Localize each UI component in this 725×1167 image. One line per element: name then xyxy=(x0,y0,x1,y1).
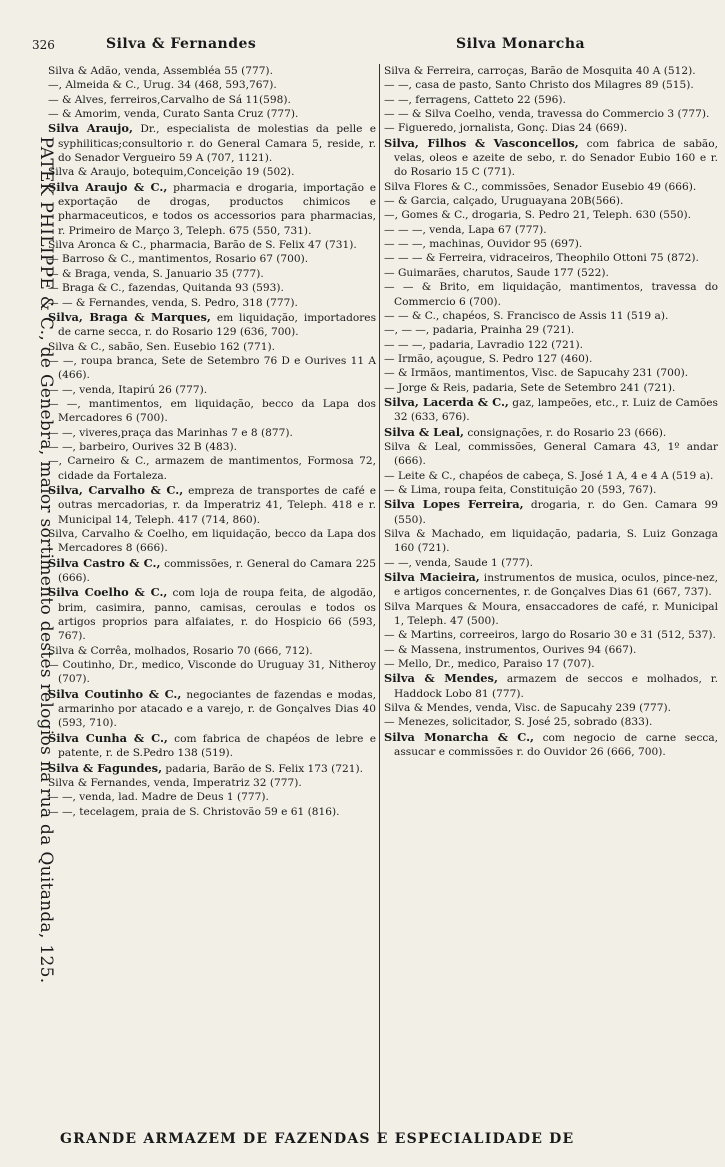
entry-firm-name: Silva Castro & C., xyxy=(48,555,161,570)
directory-entry xyxy=(384,469,718,483)
directory-entry xyxy=(384,701,718,715)
directory-entry xyxy=(384,556,718,570)
directory-entry xyxy=(48,440,376,454)
page-number: 326 xyxy=(32,38,55,52)
directory-entry xyxy=(384,237,718,251)
entry-firm-name: Silva Coelho & C., xyxy=(48,585,168,600)
entry-text: gaz, lampeões, etc., r. Luiz de Camões 32 (633, 676). xyxy=(394,396,718,424)
directory-entry xyxy=(384,381,718,395)
directory-entry xyxy=(384,78,718,92)
directory-entry xyxy=(48,556,376,586)
entry-firm-name: Silva, Carvalho & C., xyxy=(48,482,184,497)
directory-entry xyxy=(48,805,376,819)
directory-entry xyxy=(384,309,718,323)
directory-entry xyxy=(384,730,718,760)
directory-entry xyxy=(48,93,376,107)
header-left-title: Silva & Fernandes xyxy=(106,36,257,52)
entry-text: — Figueredo, jornalista, Gonç. Dias 24 (669). xyxy=(384,122,628,135)
entry-text: — —, venda, Saude 1 (777). xyxy=(384,556,533,569)
entry-text: Silva Aronca & C., pharmacia, Barão de S. Felix 47 (731). xyxy=(48,239,357,252)
entry-text: —, Carneiro & C., armazem de mantimentos, Formosa 72, cidade da Fortaleza. xyxy=(48,455,376,482)
entry-text: — —, casa de pasto, Santo Christo dos Milagres 89 (515). xyxy=(384,79,694,92)
entry-firm-name: Silva Araujo, xyxy=(48,121,133,136)
directory-entry xyxy=(384,628,718,642)
directory-entry xyxy=(48,180,376,238)
directory-entry xyxy=(48,165,376,179)
entry-text: —, Almeida & C., Urug. 34 (468, 593,767). xyxy=(48,79,277,92)
directory-entry xyxy=(384,527,718,556)
directory-entry xyxy=(384,643,718,657)
entry-text: — & Garcia, calçado, Uruguayana 20B(566). xyxy=(384,195,624,208)
entry-text: armazem de seccos e molhados, r. Haddock Lobo 81 (777). xyxy=(394,673,718,700)
entry-firm-name: Silva, Filhos & Vasconcellos, xyxy=(384,135,579,150)
entry-text: Silva & Adão, venda, Assembléa 55 (777). xyxy=(48,65,273,77)
entry-firm-name: Silva Cunha & C., xyxy=(48,730,168,745)
entry-text: — Irmão, açougue, S. Pedro 127 (460). xyxy=(384,352,593,365)
entry-text: padaria, Barão de S. Felix 173 (721). xyxy=(162,762,363,775)
entry-text: — —, roupa branca, Sete de Setembro 76 D e Ourives 11 A (466). xyxy=(48,354,376,382)
entry-text: — Jorge & Reis, padaria, Sete de Setembro 241 (721). xyxy=(384,381,676,394)
entry-firm-name: Silva & Mendes, xyxy=(384,671,498,686)
entry-text: — — & Fernandes, venda, S. Pedro, 318 (777). xyxy=(48,296,298,309)
entry-firm-name: Silva Macieira, xyxy=(384,570,480,585)
entry-text: — Guimarães, charutos, Saude 177 (522). xyxy=(384,266,609,279)
directory-entry xyxy=(384,194,718,208)
entry-firm-name: Silva Coutinho & C., xyxy=(48,686,182,701)
directory-entry xyxy=(384,483,718,497)
entry-firm-name: Silva Monarcha & C., xyxy=(384,729,535,744)
entry-text: — — —, venda, Lapa 67 (777). xyxy=(384,223,547,236)
directory-entry xyxy=(48,658,376,687)
directory-entry xyxy=(384,352,718,366)
directory-entry xyxy=(48,426,376,440)
entry-text: — & Lima, roupa feita, Constituição 20 (593, 767). xyxy=(384,483,657,496)
directory-entry xyxy=(48,78,376,92)
entry-text: com loja de roupa feita, de algodão, brim, casimira, panno, camisas, ceroulas e todos os artigos proprios para alfaiates, r. do Hospicio 66 (593, 767). xyxy=(58,587,376,643)
footer-advert: GRANDE ARMAZEM DE FAZENDAS E ESPECIALIDADE DE xyxy=(60,1131,575,1147)
directory-entry xyxy=(48,121,376,165)
directory-entry xyxy=(384,121,718,135)
directory-entry xyxy=(48,281,376,295)
entry-text: Silva & Corrêa, molhados, Rosario 70 (666, 712). xyxy=(48,644,313,657)
entry-text: — —, venda, Itapirú 26 (777). xyxy=(48,383,208,396)
directory-entry xyxy=(48,354,376,383)
directory-entry xyxy=(48,383,376,397)
directory-entry xyxy=(384,323,718,337)
entry-text: — —, tecelagem, praia de S. Christovão 59 e 61 (816). xyxy=(48,805,340,818)
directory-entry xyxy=(48,585,376,643)
entry-text: —, Gomes & C., drogaria, S. Pedro 21, Teleph. 630 (550). xyxy=(384,209,692,222)
directory-entry xyxy=(48,397,376,426)
directory-entry xyxy=(48,776,376,790)
directory-entry xyxy=(384,208,718,222)
entry-text: Silva & Mendes, venda, Visc. de Sapucahy 239 (777). xyxy=(384,702,671,715)
entry-text: Silva Marques & Moura, ensaccadores de café, r. Municipal 1, Teleph. 47 (500). xyxy=(384,600,718,628)
directory-entry xyxy=(48,296,376,310)
entry-text: — — — & Ferreira, vidraceiros, Theophilo Ottoni 75 (872). xyxy=(384,252,699,265)
directory-entry xyxy=(384,136,718,180)
directory-entry xyxy=(384,223,718,237)
entry-text: com fabrica de sabão, velas, oleos e azeite de sebo, r. do Senador Eubio 160 e r. do Rosario 15 C (771). xyxy=(394,137,718,179)
directory-entry xyxy=(384,440,718,469)
entry-text: Silva & Araujo, botequim,Conceição 19 (502). xyxy=(48,166,295,179)
entry-text: — Coutinho, Dr., medico, Visconde do Uruguay 31, Nitheroy (707). xyxy=(48,659,376,686)
header-right-title: Silva Monarcha xyxy=(456,36,586,52)
entry-firm-name: Silva & Fagundes, xyxy=(48,760,163,775)
entry-text: com negocio de carne secca, assucar e commissões r. do Ouvidor 26 (666, 700). xyxy=(394,731,719,759)
directory-entry xyxy=(48,252,376,266)
entry-text: Silva Flores & C., commissões, Senador Eusebio 49 (666). xyxy=(384,180,697,193)
entry-text: Silva & Leal, commissões, General Camara 43, 1º andar (666). xyxy=(384,440,718,468)
directory-entry xyxy=(48,790,376,804)
entry-text: Silva, Carvalho & Coelho, em liquidação, becco da Lapa dos Mercadores 8 (666). xyxy=(48,528,376,555)
column-divider xyxy=(379,64,380,1134)
entry-text: com fabrica de chapéos de lebre e patente, r. de S.Pedro 138 (519). xyxy=(58,732,376,760)
directory-entry xyxy=(384,395,718,425)
directory-entry xyxy=(384,570,718,600)
directory-entry xyxy=(384,715,718,729)
directory-entry xyxy=(384,266,718,280)
directory-entry xyxy=(384,671,718,701)
entry-text: — —, barbeiro, Ourives 32 B (483). xyxy=(48,440,237,453)
entry-text: — —, venda, lad. Madre de Deus 1 (777). xyxy=(48,791,269,804)
entry-text: — & Massena, instrumentos, Ourives 94 (667). xyxy=(384,643,637,656)
directory-entry xyxy=(48,644,376,658)
directory-entry xyxy=(48,64,376,78)
directory-entry xyxy=(384,107,718,121)
entry-text: negociantes de fazendas e modas, armarinho por atacado e a varejo, r. de Gonçalves Dias 40 (593, 710). xyxy=(58,688,376,730)
entry-text: — Barroso & C., mantimentos, Rosario 67 (700). xyxy=(48,253,309,266)
entry-text: Silva & Machado, em liquidação, padaria, S. Luiz Gonzaga 160 (721). xyxy=(384,528,718,555)
entry-text: Silva & C., sabão, Sen. Eusebio 162 (771). xyxy=(48,340,275,353)
directory-entry xyxy=(384,338,718,352)
directory-entry xyxy=(48,761,376,776)
entry-text: — —, ferragens, Catteto 22 (596). xyxy=(384,93,566,106)
entry-text: drogaria, r. do Gen. Camara 99 (550). xyxy=(394,499,718,526)
directory-entry xyxy=(48,483,376,527)
directory-entry xyxy=(48,238,376,252)
entry-firm-name: Silva Lopes Ferreira, xyxy=(384,497,524,512)
entry-text: Dr., especialista de molestias da pelle e syphiliticas;consultorio r. do General Camara 5, reside, r. do Senador Vergueiro 59 A (707, 1121). xyxy=(58,123,377,165)
entry-text: — Menezes, solicitador, S. José 25, sobrado (833). xyxy=(384,716,653,729)
directory-entry xyxy=(384,366,718,380)
directory-entry xyxy=(48,687,376,731)
directory-entry xyxy=(48,454,376,483)
entry-firm-name: Silva, Lacerda & C., xyxy=(384,394,509,409)
entry-text: —, — —, padaria, Prainha 29 (721). xyxy=(384,324,575,337)
entry-text: — & Irmãos, mantimentos, Visc. de Sapucahy 231 (700). xyxy=(384,367,689,380)
entry-text: — — & C., chapéos, S. Francisco de Assis 11 (519 a). xyxy=(384,309,669,322)
entry-text: Silva & Fernandes, venda, Imperatriz 32 (777). xyxy=(48,776,302,789)
entry-text: — — & Brito, em liquidação, mantimentos, travessa do Commercio 6 (700). xyxy=(384,281,718,308)
running-header xyxy=(28,36,715,58)
directory-entry xyxy=(384,93,718,107)
entry-text: — — & Silva Coelho, venda, travessa do Commercio 3 (777). xyxy=(384,108,710,121)
left-column xyxy=(48,64,376,819)
directory-entry xyxy=(384,657,718,671)
directory-entry xyxy=(48,340,376,354)
directory-entry xyxy=(384,600,718,629)
entry-text: — & Martins, correeiros, largo do Rosario 30 e 31 (512, 537). xyxy=(384,629,716,642)
directory-entry xyxy=(384,497,718,527)
directory-entry xyxy=(48,527,376,556)
entry-text: — Braga & C., fazendas, Quitanda 93 (593). xyxy=(48,282,284,295)
entry-text: Silva & Ferreira, carroças, Barão de Mosquita 40 A (512). xyxy=(384,65,696,77)
entry-text: — — —, padaria, Lavradio 122 (721). xyxy=(384,338,584,351)
directory-entry xyxy=(48,267,376,281)
entry-text: — & Amorim, venda, Curato Santa Cruz (777). xyxy=(48,108,299,121)
entry-text: — & Alves, ferreiros,Carvalho de Sá 11(598). xyxy=(48,93,291,106)
entry-text: commissões, r. General do Camara 225 (666). xyxy=(58,557,376,585)
directory-entry xyxy=(48,107,376,121)
right-column xyxy=(384,64,718,760)
directory-entry xyxy=(384,180,718,194)
directory-entry xyxy=(48,310,376,340)
entry-text: — —, viveres,praça das Marinhas 7 e 8 (877). xyxy=(48,426,293,439)
directory-entry xyxy=(48,731,376,761)
entry-firm-name: Silva & Leal, xyxy=(384,424,465,439)
entry-text: — —, mantimentos, em liquidação, becco da Lapa dos Mercadores 6 (700). xyxy=(48,397,376,425)
entry-text: — — —, machinas, Ouvidor 95 (697). xyxy=(384,238,583,251)
entry-text: empreza de transportes de café e outras mercadorias, r. da Imperatriz 41, Teleph. 418 e r. Municipal 14, Teleph. 417 (714, 860). xyxy=(58,484,376,526)
side-advert-text: PATEK PHILIPPE & C., de Genebra, maior sortimento destes relogios na rua da Quitanda, 125. xyxy=(36,136,56,984)
directory-entry xyxy=(384,425,718,440)
entry-text: consignações, r. do Rosario 23 (666). xyxy=(464,426,667,439)
entry-text: em liquidação, importadores de carne secca, r. do Rosario 129 (636, 700). xyxy=(58,311,376,339)
entry-text: — Mello, Dr., medico, Paraiso 17 (707). xyxy=(384,658,595,671)
entry-text: instrumentos de musica, oculos, pince-nez, e artigos concernentes, r. de Gonçalves Dias 61 (667, 737). xyxy=(394,572,718,599)
entry-text: — Leite & C., chapéos de cabeça, S. José 1 A, 4 e 4 A (519 a). xyxy=(384,469,714,482)
entry-text: pharmacia e drogaria, importação e exportação de drogas, productos chimicos e pharmaceuticos, e todos os accessorios para pharmacias, r. Primeiro de Março 3, Teleph. 675 (550, 731). xyxy=(58,181,376,237)
directory-entry xyxy=(384,251,718,265)
directory-entry xyxy=(384,64,718,78)
entry-firm-name: Silva Araujo & C., xyxy=(48,179,168,194)
entry-firm-name: Silva, Braga & Marques, xyxy=(48,309,211,324)
directory-entry xyxy=(384,280,718,309)
entry-text: — & Braga, venda, S. Januario 35 (777). xyxy=(48,267,264,280)
